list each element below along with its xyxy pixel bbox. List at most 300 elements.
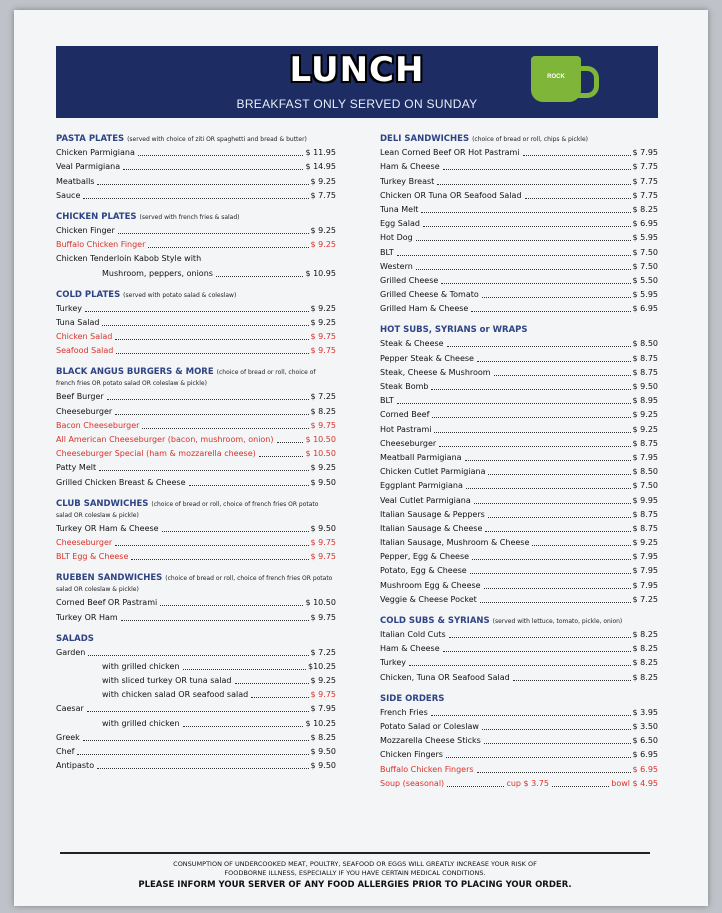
item-price: $ 9.25	[310, 225, 336, 235]
menu-item	[380, 705, 658, 719]
item-name: Meatball Parmigiana	[380, 452, 462, 462]
menu-item	[56, 715, 336, 729]
section-title	[380, 616, 658, 627]
item-price: $ 7.25	[310, 392, 336, 402]
item-name: Chicken Cutlet Parmigiana	[380, 467, 486, 477]
item-name: Caesar	[56, 704, 84, 714]
notice-line-2: FOODBORNE ILLNESS, ESPECIALLY IF YOU HAVE CERTAIN MEDICAL CONDITIONS.	[224, 869, 486, 877]
menu-item	[56, 595, 336, 609]
item-price: $ 8.75	[632, 523, 658, 533]
menu-item	[380, 259, 658, 273]
menu-item	[56, 301, 336, 315]
dot-leader	[183, 669, 306, 670]
soup-bowl-price: bowl $ 4.95	[611, 778, 658, 788]
menu-item	[56, 265, 336, 279]
item-price: $ 7.95	[632, 580, 658, 590]
menu-item	[56, 535, 336, 549]
section-title	[380, 694, 658, 705]
item-name: Meatballs	[56, 176, 95, 186]
allergy-notice	[60, 852, 650, 890]
section-note: (choice of bread or roll, choice of french fries OR potato salad OR coleslaw & pickle)	[56, 369, 316, 388]
menu-section	[380, 694, 658, 776]
dot-leader	[416, 240, 631, 241]
menu-item	[380, 535, 658, 549]
dot-leader	[251, 697, 308, 698]
menu-item	[380, 436, 658, 450]
section-gap	[380, 790, 658, 800]
dot-leader	[189, 485, 309, 486]
menu-item	[56, 432, 336, 446]
item-name: Mozzarella Cheese Sticks	[380, 736, 481, 746]
item-name: Mushroom, peppers, onions	[102, 268, 213, 278]
dot-leader	[447, 346, 631, 347]
dot-leader	[107, 399, 309, 400]
right-column	[380, 134, 658, 800]
soup-name: Soup (seasonal)	[380, 778, 445, 788]
dot-leader	[474, 503, 631, 504]
section-title	[56, 573, 336, 595]
dot-leader	[443, 651, 631, 652]
dot-leader	[115, 414, 308, 415]
menu-item	[56, 343, 336, 357]
item-name: BLT Egg & Cheese	[56, 552, 129, 562]
menu-item	[56, 251, 336, 265]
item-name: Patty Melt	[56, 463, 97, 473]
section-note: (choice of bread or roll, chips & pickle)	[472, 136, 589, 143]
item-price: $ 3.95	[632, 707, 658, 717]
item-price: $ 9.25	[632, 410, 658, 420]
menu-item	[380, 301, 658, 315]
dot-leader	[488, 517, 631, 518]
item-name: Chicken Finger	[56, 225, 115, 235]
section-gap	[56, 624, 336, 634]
item-price: $ 8.75	[632, 509, 658, 519]
section-note: (served with lettuce, tomato, pickle, onion)	[492, 617, 623, 625]
item-name: Cheeseburger Special (ham & mozzarella cheese)	[56, 449, 256, 459]
menu-item	[56, 645, 336, 659]
item-price: $ 9.25	[310, 176, 336, 186]
dot-leader	[409, 665, 631, 666]
dot-leader	[148, 247, 308, 248]
section-title	[56, 134, 336, 145]
menu-item	[380, 761, 658, 775]
section-title-text: SALADS	[56, 633, 94, 644]
item-price: $ 11.95	[305, 148, 336, 158]
menu-section	[56, 634, 336, 773]
dot-leader	[97, 184, 308, 185]
dot-leader	[102, 325, 308, 326]
item-name: Italian Cold Cuts	[380, 630, 446, 639]
section-title-text: PASTA PLATES	[56, 134, 125, 144]
item-name: Italian Sausage & Cheese	[380, 523, 483, 533]
item-price: $ 9.75	[310, 552, 336, 562]
section-note: (served with choice of ziti OR spaghetti and bread & butter)	[127, 136, 307, 143]
dot-leader	[523, 155, 631, 156]
dot-leader	[431, 389, 630, 390]
item-name: Hot Pastrami	[380, 424, 432, 434]
item-price: $ 9.50	[310, 523, 336, 533]
item-name: Seafood Salad	[56, 346, 114, 356]
section-note: (choice of bread or roll, choice of french fries OR potato salad OR coleslaw & pickle)	[56, 575, 333, 594]
item-name: Ham & Cheese	[380, 644, 440, 654]
section-title	[380, 325, 658, 336]
menu-item	[380, 563, 658, 577]
section-gap	[56, 280, 336, 290]
dot-leader	[447, 786, 504, 787]
section-gap	[380, 684, 658, 694]
item-price: $ 7.95	[632, 452, 658, 462]
dot-leader	[446, 757, 631, 758]
item-name: French Fries	[380, 707, 428, 717]
item-price: $ 7.95	[632, 552, 658, 562]
item-price: $ 9.25	[310, 463, 336, 473]
menu-item	[380, 521, 658, 535]
menu-item	[380, 655, 658, 669]
item-price: $ 8.25	[310, 732, 336, 742]
dot-leader	[88, 655, 308, 656]
item-price: $ 7.75	[632, 190, 658, 200]
item-price: $ 9.25	[310, 676, 336, 686]
item-name: Chicken Salad	[56, 332, 113, 342]
dot-leader	[77, 754, 308, 755]
menu-item	[56, 659, 336, 673]
item-name: Potato Salad or Coleslaw	[380, 721, 479, 731]
menu-item	[56, 159, 336, 173]
item-name: Pepper Steak & Cheese	[380, 353, 474, 363]
item-price: $ 8.25	[632, 672, 658, 682]
menu-item	[56, 758, 336, 772]
item-name: Grilled Cheese & Tomato	[380, 290, 479, 300]
item-name: with grilled chicken	[102, 661, 180, 671]
section-title-text: SIDE ORDERS	[380, 693, 445, 704]
dot-leader	[115, 545, 308, 546]
menu-item	[380, 641, 658, 655]
section-gap	[56, 489, 336, 499]
menu-item	[56, 730, 336, 744]
dot-leader	[494, 375, 631, 376]
dot-leader	[434, 432, 630, 433]
item-price: $ 9.50	[310, 477, 336, 487]
section-title-text: COLD PLATES	[56, 289, 121, 300]
item-name: Garden	[56, 647, 86, 657]
item-price: $ 6.50	[632, 736, 658, 746]
menu-item	[56, 237, 336, 251]
section-gap	[56, 202, 336, 212]
menu-item	[380, 464, 658, 478]
dot-leader	[397, 255, 631, 256]
item-price: $ 9.75	[310, 332, 336, 342]
dot-leader	[421, 212, 630, 213]
mug-handle-icon	[578, 66, 599, 98]
item-price: $ 6.95	[632, 764, 658, 774]
item-price: $ 8.25	[632, 644, 658, 654]
item-name: Egg Salad	[380, 219, 420, 229]
item-price: $ 10.95	[305, 268, 336, 278]
item-price: $ 8.75	[632, 367, 658, 377]
dot-leader	[477, 361, 631, 362]
left-column	[56, 134, 336, 782]
menu-item	[56, 389, 336, 403]
dot-leader	[485, 531, 630, 532]
dot-leader	[441, 283, 630, 284]
dot-leader	[162, 531, 309, 532]
item-name: Turkey Breast	[380, 176, 435, 186]
item-price: $ 6.95	[632, 750, 658, 760]
menu-item	[56, 315, 336, 329]
item-price: $ 8.50	[632, 339, 658, 349]
item-price: $ 9.25	[310, 240, 336, 250]
menu-item	[56, 403, 336, 417]
dot-leader	[477, 772, 631, 773]
item-name: with sliced turkey OR tuna salad	[102, 676, 232, 686]
notice-line-1: CONSUMPTION OF UNDERCOOKED MEAT, POULTRY, SEAFOOD OR EGGS WILL GREATLY INCREASE YOUR RISK OF	[173, 860, 537, 868]
section-title-text: DELI SANDWICHES	[380, 134, 470, 144]
dot-leader	[552, 786, 609, 787]
item-name: Mushroom Egg & Cheese	[380, 580, 481, 590]
item-name: with chicken salad OR seafood salad	[102, 690, 249, 700]
section-title	[56, 212, 336, 223]
menu-item	[56, 549, 336, 563]
menu-item	[380, 188, 658, 202]
item-price: $ 10.50	[305, 598, 336, 608]
dot-leader	[416, 269, 631, 270]
menu-item	[380, 577, 658, 591]
dot-leader	[142, 428, 308, 429]
menu-item	[380, 145, 658, 159]
menu-section	[380, 325, 658, 606]
item-price: $ 5.50	[632, 275, 658, 285]
section-title-text: HOT SUBS, SYRIANS or WRAPS	[380, 325, 528, 336]
dot-leader	[437, 184, 630, 185]
menu-item	[56, 673, 336, 687]
item-price: $ 9.25	[310, 317, 336, 327]
section-gap	[380, 315, 658, 325]
menu-section	[56, 367, 336, 488]
item-price: $ 8.25	[632, 630, 658, 639]
menu-item	[380, 287, 658, 301]
section-note: (choice of bread or roll, choice of french fries OR potato salad OR coleslaw & pickle)	[56, 500, 319, 519]
menu-item	[380, 478, 658, 492]
item-price: $ 10.50	[305, 449, 336, 459]
item-name: All American Cheeseburger (bacon, mushroom, onion)	[56, 435, 274, 444]
mug-logo-text: ROCK	[547, 74, 565, 80]
item-name: Turkey OR Ham & Cheese	[56, 523, 159, 533]
menu-section	[56, 499, 336, 564]
menu-item	[56, 744, 336, 758]
menu-item	[380, 173, 658, 187]
menu-section	[56, 212, 336, 280]
item-name: Chicken Tenderloin Kabob Style with	[56, 254, 202, 264]
item-price: $ 8.25	[632, 658, 658, 668]
dot-leader	[259, 456, 304, 457]
item-price: $ 10.25	[305, 718, 336, 728]
menu-item	[56, 609, 336, 623]
item-name: BLT	[380, 396, 394, 406]
item-name: Hot Dog	[380, 233, 413, 243]
item-price: $ 8.25	[310, 406, 336, 416]
item-price: $ 8.75	[632, 438, 658, 448]
item-price: $ 9.25	[632, 424, 658, 434]
item-price: $ 5.95	[632, 233, 658, 243]
section-gap	[380, 606, 658, 616]
menu-item	[380, 202, 658, 216]
menu-item	[380, 719, 658, 733]
menu-item	[380, 159, 658, 173]
dot-leader	[525, 198, 631, 199]
item-name: Chef	[56, 747, 75, 756]
menu-item	[380, 393, 658, 407]
item-name: Chicken Parmigiana	[56, 148, 135, 158]
dot-leader	[83, 740, 309, 741]
item-name: Ham & Cheese	[380, 162, 440, 172]
dot-leader	[97, 768, 308, 769]
item-price: $ 10.50	[305, 435, 336, 444]
menu-item	[56, 223, 336, 237]
dot-leader	[484, 743, 631, 744]
item-price: $ 6.95	[632, 219, 658, 229]
menu-section	[56, 573, 336, 623]
menu-item	[380, 747, 658, 761]
menu-item	[56, 418, 336, 432]
section-title-text: RUEBEN SANDWICHES	[56, 573, 163, 584]
menu-item	[380, 273, 658, 287]
item-price: $ 9.95	[632, 495, 658, 505]
section-gap	[56, 357, 336, 367]
item-name: Cheeseburger	[380, 438, 437, 448]
item-price: $ 9.25	[310, 303, 336, 313]
dot-leader	[443, 169, 631, 170]
dot-leader	[532, 545, 630, 546]
menu-item	[380, 627, 658, 641]
dot-leader	[465, 460, 631, 461]
menu-item	[380, 507, 658, 521]
section-title-text: CHICKEN PLATES	[56, 211, 137, 222]
menu-item	[56, 474, 336, 488]
item-price: $ 7.75	[310, 190, 336, 200]
item-price: $ 9.50	[632, 382, 658, 391]
dot-leader	[439, 446, 630, 447]
item-name: Tuna Salad	[56, 317, 100, 327]
item-name: with grilled chicken	[102, 718, 180, 728]
item-price: $ 9.75	[310, 612, 336, 622]
item-price: $ 8.75	[632, 353, 658, 363]
item-name: BLT	[380, 247, 394, 257]
menu-item	[380, 407, 658, 421]
item-price: $ 7.95	[310, 704, 336, 714]
item-price: $ 8.95	[632, 396, 658, 406]
item-name: Bacon Cheeseburger	[56, 420, 140, 430]
item-name: Grilled Chicken Breast & Cheese	[56, 477, 186, 487]
menu-item	[380, 549, 658, 563]
dot-leader	[160, 605, 303, 606]
menu-item	[380, 379, 658, 393]
item-name: Potato, Egg & Cheese	[380, 566, 467, 576]
item-price: $ 8.25	[632, 204, 658, 214]
item-price: $ 6.95	[632, 304, 658, 314]
section-title-text: BLACK ANGUS BURGERS & MORE	[56, 367, 214, 378]
item-name: Veal Parmigiana	[56, 162, 121, 172]
dot-leader	[216, 276, 304, 277]
section-title-text: CLUB SANDWICHES	[56, 498, 149, 509]
dot-leader	[131, 559, 308, 560]
item-name: Eggplant Parmigiana	[380, 481, 463, 491]
item-name: Steak Bomb	[380, 382, 429, 391]
soup-item	[380, 776, 658, 790]
item-name: Veal Cutlet Parmigiana	[380, 495, 471, 505]
menu-item	[56, 446, 336, 460]
item-name: Greek	[56, 732, 80, 742]
dot-leader	[115, 339, 308, 340]
menu-item	[380, 669, 658, 683]
item-price: $ 9.75	[310, 690, 336, 700]
menu-item	[380, 216, 658, 230]
dot-leader	[431, 715, 631, 716]
dot-leader	[121, 620, 309, 621]
item-name: Antipasto	[56, 761, 95, 771]
item-name: Cheeseburger	[56, 537, 113, 547]
notice-line-3: PLEASE INFORM YOUR SERVER OF ANY FOOD ALLERGIES PRIOR TO PLACING YOUR ORDER.	[138, 880, 572, 890]
item-name: Tuna Melt	[380, 204, 419, 214]
menu-item	[56, 188, 336, 202]
section-note: (served with potato salad & coleslaw)	[123, 291, 237, 299]
dot-leader	[480, 602, 631, 603]
section-title	[56, 367, 336, 389]
item-price: $ 5.95	[632, 290, 658, 300]
menu-section	[56, 134, 336, 202]
item-name: Chicken OR Tuna OR Seafood Salad	[380, 190, 522, 200]
item-name: Sauce	[56, 190, 81, 200]
item-name: Beef Burger	[56, 392, 104, 402]
item-name: Chicken Fingers	[380, 750, 443, 760]
item-name: Steak, Cheese & Mushroom	[380, 367, 491, 377]
item-name: Buffalo Chicken Fingers	[380, 764, 474, 774]
item-name: Italian Sausage, Mushroom & Cheese	[380, 538, 530, 548]
item-price: $ 7.75	[632, 176, 658, 186]
menu-item	[380, 421, 658, 435]
item-price: $ 9.50	[310, 747, 336, 756]
dot-leader	[87, 711, 309, 712]
item-price: $ 7.25	[632, 594, 658, 604]
menu-item	[56, 329, 336, 343]
section-title	[56, 290, 336, 301]
menu-item	[380, 350, 658, 364]
dot-leader	[183, 726, 304, 727]
item-price: $ 7.25	[310, 647, 336, 657]
item-price: $ 7.50	[632, 261, 658, 271]
section-title	[380, 134, 658, 145]
item-price: $ 8.50	[632, 467, 658, 477]
menu-item	[380, 230, 658, 244]
menu-item	[56, 521, 336, 535]
item-price: $ 9.75	[310, 537, 336, 547]
item-price: $10.25	[308, 661, 336, 671]
section-gap	[56, 563, 336, 573]
dot-leader	[85, 311, 309, 312]
item-price: $ 14.95	[305, 162, 336, 172]
item-name: Veggie & Cheese Pocket	[380, 594, 477, 604]
page-subtitle: BREAKFAST ONLY SERVED ON SUNDAY	[236, 97, 478, 111]
menu-item	[56, 173, 336, 187]
dot-leader	[472, 559, 631, 560]
item-name: Italian Sausage & Peppers	[380, 509, 485, 519]
item-name: Turkey	[56, 303, 83, 313]
item-price: $ 7.50	[632, 481, 658, 491]
dot-leader	[118, 233, 309, 234]
section-title	[56, 499, 336, 521]
menu-item	[380, 244, 658, 258]
item-price: $ 9.25	[632, 538, 658, 548]
dot-leader	[83, 198, 308, 199]
